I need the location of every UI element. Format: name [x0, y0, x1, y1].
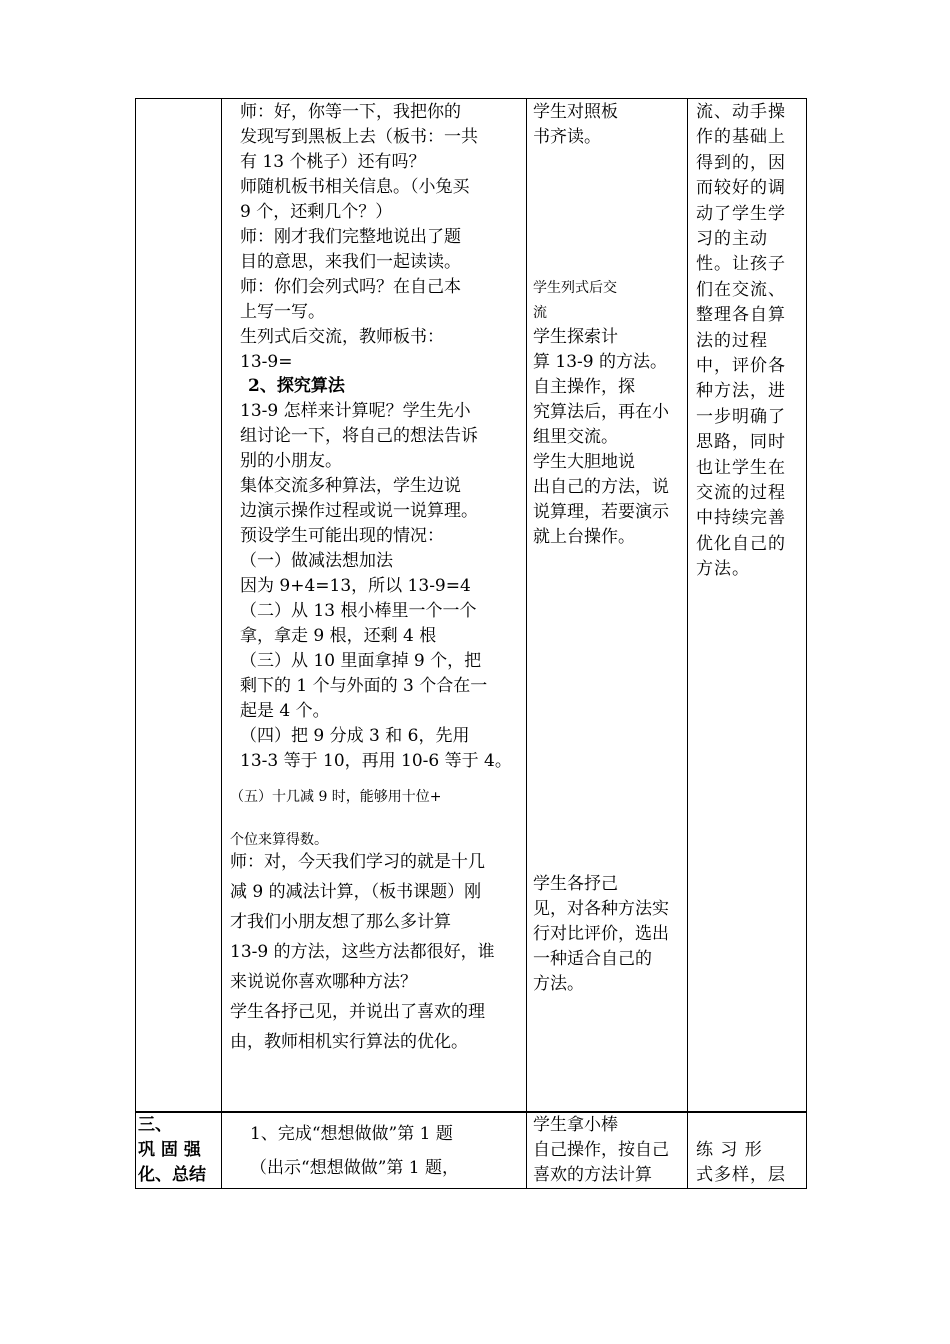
text-line: 算 13-9 的方法。	[533, 352, 667, 372]
text-line: 习的主动	[696, 229, 768, 249]
text-line: 方法。	[696, 559, 750, 580]
text-line: 9 个，还剩几个？）	[240, 202, 393, 222]
text-line: 性。让孩子	[696, 254, 786, 275]
table-divider-col3	[687, 98, 688, 1189]
text-line: （出示“想想做做”第 1 题，	[250, 1158, 460, 1178]
text-line: 动了学生学	[696, 203, 786, 224]
text-line: 生列式后交流，教师板书：	[240, 327, 444, 347]
text-line: 一步明确了	[696, 406, 786, 427]
text-line: 来说说你喜欢哪种方法？	[230, 972, 417, 992]
text-line: 因为 9+4=13，所以 13-9=4	[240, 576, 471, 596]
text-line: 目的意思，来我们一起读读。	[240, 252, 461, 272]
text-line: 一种适合自己的	[533, 949, 652, 969]
table-row-divider	[135, 1111, 807, 1113]
text-line: 喜欢的方法计算	[533, 1165, 652, 1185]
text-line: 中持续完善	[696, 508, 786, 529]
text-line: 说算理，若要演示	[533, 502, 669, 522]
text-line: 优化自己的	[696, 533, 786, 554]
text-line: 才我们小朋友想了那么多计算	[230, 912, 451, 932]
text-line: 学生列式后交	[533, 280, 617, 296]
text-line: 得到的，因	[696, 152, 786, 173]
text-line: 上写一写。	[240, 302, 325, 322]
text-line: 学生对照板	[533, 102, 618, 122]
text-line: 种方法，进	[696, 381, 786, 402]
text-line: 13-9 怎样来计算呢？学生先小	[240, 401, 471, 421]
text-line: 边演示操作过程或说一说算理。	[240, 501, 478, 521]
text-line: 学生拿小棒	[533, 1115, 618, 1135]
text-line: 预设学生可能出现的情况：	[240, 526, 444, 546]
text-line: 书齐读。	[533, 127, 601, 147]
text-line: 自主操作，探	[533, 377, 635, 397]
text-line: 学生探索计	[533, 327, 618, 347]
table-border-bottom	[135, 1188, 807, 1189]
text-line: 13-9=	[240, 352, 293, 372]
text-line: 师：你们会列式吗？在自己本	[240, 277, 461, 297]
text-line: （四）把 9 分成 3 和 6，先用	[240, 726, 470, 746]
text-line: 组里交流。	[533, 427, 618, 447]
text-line: 师随机板书相关信息。（小兔买	[240, 177, 470, 197]
text-line: 究算法后，再在小	[533, 402, 669, 422]
table-border-left	[135, 98, 136, 1189]
text-line: 出自己的方法，说	[533, 477, 669, 497]
text-line: 减 9 的减法计算，（板书课题）刚	[230, 882, 482, 902]
text-line: 流	[533, 305, 547, 321]
text-line: 学生各抒己见，并说出了喜欢的理	[230, 1002, 485, 1022]
text-line: （一）做减法想加法	[240, 551, 393, 571]
text-line: 法的过程	[696, 330, 768, 351]
text-line: 学生各抒己	[533, 874, 618, 894]
text-line: 发现写到黑板上去（板书：一共	[240, 127, 478, 147]
text-line: （三）从 10 里面拿掉 9 个，把	[240, 651, 482, 671]
text-line: （五）十几减 9 时，能够用十位+	[230, 789, 442, 805]
text-line: 1、完成“想想做做”第 1 题	[250, 1124, 453, 1144]
text-line: 自己操作，按自己	[533, 1140, 669, 1160]
table-border-top	[135, 98, 807, 99]
text-line: 三、	[138, 1115, 172, 1135]
text-line: 们在交流、	[696, 279, 786, 300]
text-line: 起是 4 个。	[240, 701, 330, 721]
text-line: 由，教师相机实行算法的优化。	[230, 1032, 468, 1052]
text-line: 行对比评价，选出	[533, 924, 669, 944]
text-line: 而较好的调	[696, 178, 786, 199]
text-line: 13-9 的方法，这些方法都很好，谁	[230, 942, 495, 962]
text-line: 巩 固 强	[138, 1140, 201, 1160]
section-title-explore-algorithm: 2、探究算法	[248, 376, 345, 396]
text-line: 式多样，层	[696, 1165, 786, 1185]
text-line: 有 13 个桃子）还有吗？	[240, 152, 426, 172]
text-line: 组讨论一下，将自己的想法告诉	[240, 426, 478, 446]
text-line: 别的小朋友。	[240, 451, 342, 471]
text-line: （二）从 13 根小棒里一个一个	[240, 601, 477, 621]
text-line: 流、动手操	[696, 102, 786, 122]
text-line: 见，对各种方法实	[533, 899, 669, 919]
table-divider-col2	[526, 98, 527, 1189]
text-line: 化、总结	[138, 1165, 206, 1185]
text-line: 练 习 形	[696, 1140, 763, 1160]
text-line: 师：好，你等一下，我把你的	[240, 102, 461, 122]
text-line: 就上台操作。	[533, 527, 635, 547]
text-line: 中，评价各	[696, 356, 786, 376]
text-line: 学生大胆地说	[533, 452, 635, 472]
text-line: 拿，拿走 9 根，还剩 4 根	[240, 626, 437, 646]
text-line: 作的基础上	[696, 127, 786, 148]
text-line: 师：对，今天我们学习的就是十几	[230, 852, 485, 872]
text-line: 整理各自算	[696, 305, 786, 326]
table-border-right	[806, 98, 807, 1189]
text-line: 也让学生在	[696, 457, 786, 478]
text-line: 集体交流多种算法，学生边说	[240, 476, 461, 496]
table-divider-col1	[221, 98, 222, 1189]
text-line: 剩下的 1 个与外面的 3 个合在一	[240, 676, 488, 696]
text-line: 方法。	[533, 974, 584, 994]
text-line: 13-3 等于 10，再用 10-6 等于 4。	[240, 751, 512, 771]
text-line: 思路，同时	[696, 432, 786, 453]
text-line: 个位来算得数。	[230, 832, 328, 848]
text-line: 师：刚才我们完整地说出了题	[240, 227, 461, 247]
text-line: 交流的过程	[696, 483, 786, 503]
